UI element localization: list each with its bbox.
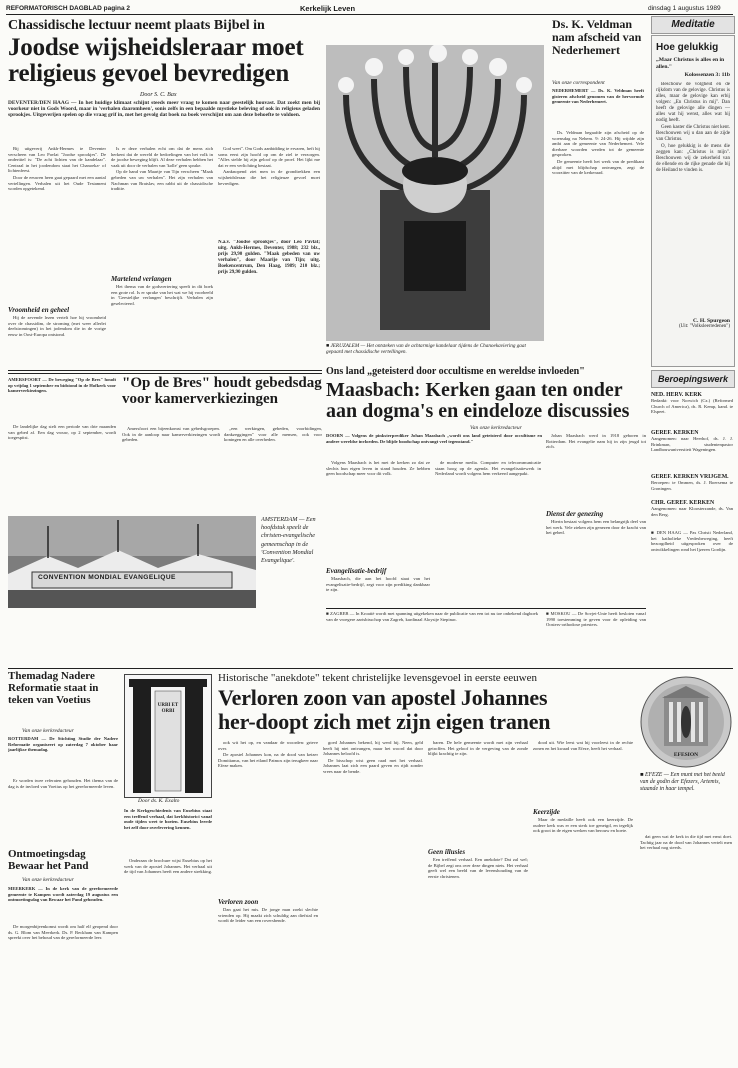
beroep-section-text: Aangenomen: naar Heerhof, ds. J. J. Brinkman, studentenpastor Landbouwuniversiteit Wageningen. bbox=[651, 436, 733, 453]
masthead-rule bbox=[6, 14, 733, 15]
brief-zagreb bbox=[326, 611, 538, 665]
rede-headline-line1: Maasbach: Kerken gaan ten onder bbox=[326, 379, 623, 401]
beroep-section-title: NED. HERV. KERK bbox=[651, 392, 702, 398]
meditatie-title: Hoe gelukkig bbox=[656, 42, 719, 53]
johannes-subhead-1: Verloren zoon bbox=[218, 898, 259, 906]
rede-subhead-1: Evangelisatie-bedrijf bbox=[326, 567, 387, 575]
bres-body: Amersfoort een bijeenkomst van gebedsgroepen. Ook in de aanloop naar kamerverkiezingen wordt gebeden. bbox=[122, 426, 220, 443]
beroep-label: Beroepingswerk bbox=[657, 374, 729, 384]
coin-photo bbox=[640, 676, 732, 768]
brief-moskou-text: MOSKOU — De Sovjet-Unie heeft besloten vanaf 1990 toestemming te geven voor de opleiding van Oosters-orthodoxe priesters. bbox=[546, 611, 646, 628]
menorah-photo bbox=[326, 45, 544, 341]
meditatie-label: Meditatie bbox=[671, 19, 715, 30]
statue-label: URBI ET ORBI bbox=[157, 703, 179, 714]
caption-bullet: ■ bbox=[326, 343, 331, 349]
meditatie-box bbox=[651, 35, 735, 367]
article-column: Bij uitgeverij Ankh-Hermes te Deventer verscheen van Leo Pavlat "Joodse sprookjes". De ondertitel is: "De acht lichten van de kandelaar". Centraal in het joodendom staat het Chanoeka- of lichtenfeest. Door de eeuwen heen gaat gepaard met een aantal vertellingen. Verhalen uit het Oude Testament worden opgetekend. bbox=[8, 146, 106, 192]
section-rule bbox=[8, 373, 322, 374]
masthead-left: REFORMATORISCH DAGBLAD pagina 2 bbox=[6, 5, 130, 12]
beroep-brief-text: DEN HAAG — Pas Christi Nederland, het katholieke Vredesbeweging, heeft bezorgdheid uitgesproken over de ontwikkelingen rond het Ijzeren Gordijn. bbox=[651, 530, 733, 552]
beroep-section-title: CHR. GEREF. KERKEN bbox=[651, 500, 715, 506]
beroep-brief-bullet: ■ bbox=[651, 530, 657, 535]
coin-caption bbox=[640, 772, 732, 832]
article-column: God weet". Om Gods aanbidding te ervaren, heft hij soms eerst zijn hoofd op om de ziel te verzorgen. "Alles stelde hij zijn geloof op de proef. Het lijkt me dat er een verlichting bestaat. Aanknopend ziet men in de grondtrekken een wijsheidsleraar die het religieuze gevoel moet bevredigen. bbox=[218, 146, 320, 186]
meditatie-tab bbox=[651, 16, 735, 34]
book-info: N.a.v. "Joodse sprookjes", door Leo Pavlat; uitg. Ankh-Hermes, Deventer, 1988; 232 blz., prijs 29,90 gulden. "Maak gebeden van uw verhalen", door Maarije van Tijn; uitg. Boekencentrum, Den Haag, 1989; 210 blz.; prijs 29,90 gulden. bbox=[218, 240, 320, 275]
johannes-column: baren. De hele gemeente wordt met zijn verhaal getroffen. Het geloof in de vergeving van de zonde blijkt krachtig te zijn. bbox=[428, 740, 528, 757]
coin-caption-text: EFEZE — Een munt met het beeld van de godin der Efezers, Artemis, staande in haar tempel. bbox=[640, 772, 725, 792]
johannes-subhead-3: Keerzijde bbox=[533, 808, 560, 816]
nadere-lead-2: MEERKERK — In de kerk van de gereformeerde gemeente te Kampen wordt zaterdag 19 augustus een ontmoetingsdag van Bewaar het Pand gehouden. bbox=[8, 886, 118, 903]
veldman-body: Ds. Veldman begaafde zijn afscheid op de woensdag na Nehem. 9: 24-26. Hij wijdde zijn ambt aan de gemeente van Nederhemert. Vele dierbare woorden werden tot de gemeente gesproken. De gemeente heeft het werk van de predikant altijd met blijdschap ontvangen, zegt de voorzitter van de kerkeraad. bbox=[552, 130, 644, 176]
masthead-right: dinsdag 1 augustus 1989 bbox=[648, 5, 721, 12]
johannes-subhead-2: Geen illusies bbox=[428, 848, 466, 856]
caption-bullet: ■ bbox=[640, 772, 645, 778]
brief-moskou bbox=[546, 611, 646, 665]
masthead-center: Kerkelijk Leven bbox=[300, 4, 356, 13]
bres-headline: "Op de Bres" houdt gebedsdag voor kamerverkiezingen bbox=[122, 375, 322, 407]
article-column: Is er deze verhalen echt om dat de mens zich herkent dat de wereld de bedoelingen van het volk in de joodse beweging blijft. Al deze verhalen hebben het vaak uit door de verhalen van 'kolle' geen sprake. Op de hand van Maartje van Tijn verscheen "Maak gebeden van uw verhalen". Het zijn verhalen van Nachman van Bratslav, een rabbi uit de chassidische traditie. bbox=[111, 146, 213, 192]
coin-text: EFESION bbox=[673, 752, 699, 758]
statue-illustration bbox=[125, 675, 211, 797]
nadere-headline: Themadag Nadere Reformatie staat in teken van Voetius bbox=[8, 670, 99, 706]
photo-caption bbox=[326, 343, 544, 365]
nadere-lead: ROTTERDAM — De Stichting Studie der Nadere Reformatie organiseert op zaterdag 7 oktober haar jaarlijkse themadag. bbox=[8, 736, 118, 753]
beroep-tab bbox=[651, 370, 735, 388]
beroep-section-title: GEREF. KERKEN bbox=[651, 430, 699, 436]
article-headline-line2: religieus gevoel bevredigen bbox=[8, 60, 290, 87]
johannes-column: Dan gaat het mis. De jonge man zoekt slechte vrienden op. Hij maakt zich schuldig aan diefstal en wordt de leider van een roversbende. bbox=[218, 907, 318, 924]
johannes-headline-line2: her-doopt zich met zijn eigen tranen bbox=[218, 709, 551, 734]
tent-photo bbox=[8, 516, 256, 608]
tent-illustration bbox=[8, 516, 256, 608]
nadere-subhead: Ontmoetingsdag Bewaar het Pand bbox=[8, 848, 89, 872]
beroep-section-text: Aangenomen: naar Kloosterzande, ds. Van den Berg. bbox=[651, 506, 733, 517]
johannes-column: goed Johannes bekend, hij werd hij. Neen, geld heeft hij niet ontvangen, maar het woord dat door Johannes beloofd is. De bisschop wist geen raad met het verhaal. Johannes laat zich een paard geven en rijdt zonder vrees naar de bende. bbox=[323, 740, 423, 774]
beroep-section-title: GEREF. KERKEN VRIJGEM. bbox=[651, 474, 729, 480]
johannes-column: ook wit het op, en vandaar de woorden: grieve over. De apostel Johannes kon, na de dood van keizer Domitianus, van het eiland Patmos zijn terugkeer naar Efeze maken. bbox=[218, 740, 318, 769]
menorah-illustration bbox=[326, 45, 544, 341]
nadere-body: Er worden twee referaten gehouden. Het thema van de dag is de invloed van Voetius op het gereformeerde leven. bbox=[8, 778, 118, 789]
article-byline: Door S. C. Bax bbox=[140, 92, 177, 98]
rede-column: Maasbach, die aan het hoofd staat van het evangelisatie-bedrijf, zegt voor zijn prediking dankbaar te zijn. bbox=[326, 576, 430, 593]
beroep-section-text: Beroepen: te Ommen, ds. J. Boersema te Groningen. bbox=[651, 480, 733, 491]
johannes-intro: In de Kerkgeschiedenis van Eusebius staat een treffend verhaal, dat kerkhistorici vanaf oude tijden weet te boeien. Eusebius leerde het zelf door overlevering kennen. bbox=[124, 808, 212, 830]
article-rule bbox=[8, 370, 322, 371]
briefs-rule bbox=[326, 608, 646, 609]
article-subhead-1: Vroomheid en geheel bbox=[8, 306, 70, 314]
brief-bullet: ■ bbox=[326, 611, 331, 616]
johannes-kicker: Historische "anekdote" tekent christelijke levensgevoel in eerste eeuwen bbox=[218, 672, 537, 684]
johannes-column: dood uit. Wie leest wat hij voorleest in de rechte zonen en het kwaad van Efeze, heeft het verhaal. bbox=[533, 740, 633, 751]
article-column: Hij de zevende lezen vertelt hoe hij vroomheid over de chassidim, de stroming (met weer allerlei deelstromingen) in het jodendom die in de vorige eeuw in Oost-Europa ontstond. bbox=[8, 315, 106, 337]
johannes-body: Onderaan de brochure wijst Eusebius op het werk van de apostel Johannes. Het verhaal uit de tijd van Johannes heeft een andere strekking. bbox=[124, 858, 212, 875]
rede-byline: Van onze kerkredacteur bbox=[470, 425, 522, 431]
tent-sign: CONVENTION MONDIAL EVANGELIQUE bbox=[38, 574, 176, 581]
johannes-column: Een treffend verhaal. Een anekdote? Dat zal wel; de Bijbel zegt ons over deze dingen niets. Het verhaal geeft wel een beeld van de levenshouding van de eerste christenen. bbox=[428, 857, 528, 879]
rede-subhead-2: Dienst der genezing bbox=[546, 510, 604, 518]
amersfoort-body: De landelijke dag stelt een periode van drie maanden van gebed af. Een dag vrouw, op 2 september, wordt toegespitst. bbox=[8, 424, 116, 441]
johannes-column: dat geen wat de kerk in die tijd met ernst doet. Tachtig jaar na de dood van Johannes vertelt men het verhaal nog steeds. bbox=[640, 834, 732, 851]
meditatie-source: (Uit: "Volksleerredenen") bbox=[678, 324, 730, 330]
rede-kicker: Ons land „geteisterd door occultisme en wereldse invloeden" bbox=[326, 366, 585, 377]
statue-photo bbox=[124, 674, 212, 798]
rede-column: Hierin bestaat volgens hem een belangrijk deel van het werk. Vele zieken zijn genezen door de kracht van het gebed. bbox=[546, 519, 646, 536]
tent-caption: AMSTERDAM — Een hoofdstuk speelt de christen-evangelische gemeenschap in de 'Convention Mondial Evangelique'. bbox=[261, 516, 316, 565]
meditatie-quote: „Maar Christus is alles en in allen." bbox=[656, 57, 725, 70]
rede-column: Volgens Maasbach is het met de kerken zo dat ze slechts hun eigen leven in stand houden. Ze hebben geen boodschap meer voor dit volk. bbox=[326, 460, 430, 477]
beroep-section-text: Bedankt: voor Norwich (Cz.) (Reformed Church of America), ds. R. Kemp, kand. te Elspeet. bbox=[651, 398, 733, 415]
article-subhead-2: Martelend verlangen bbox=[111, 275, 172, 283]
article-lead: DEVENTER/DEN HAAG — In het huidige klimaat schijnt steeds meer vraag te komen naar geestelijk houvast. Dat zoekt men bij voorkeur niet in Gods Woord, maar in 'verhalen daaromheen', sonis zelfs in een bepaalde mystieke beleving of ook in religieus geladen sprookjes. Uitgeverijen spelen op die vraag grif in, met het gevolg dat boek na boek verschijnt om aan deze behoefte te voldoen. bbox=[8, 100, 320, 119]
amersfoort-text: AMERSFOORT — De beweging "Op de Bres" houdt op vrijdag 1 september en bidstond in de Hofkerk voor kamerverkiezingen. bbox=[8, 377, 116, 394]
meditatie-signoff: C. H. Spurgeon bbox=[693, 318, 730, 325]
rede-column: de moderne media. Computer en telecommunicatie staan hoog op de agenda. Het evangelisatiewerk in Nederland wordt volgens hem verkeerd aangepakt. bbox=[435, 460, 541, 477]
meditatie-body: Beschouw de volgheid en de rijkdom van de gelovige. Christus is alles, maar de gelovige kan erbij volgen: „En Christus in mij". Dan heeft de gelovige alle dingen — alles wat hij wenst, alles wat hij nodig heeft. Geen kaster die Christus niet kent. Beschouwen wij u dan aan de zijde van Christus. O, hoe gelukkig is de mens die zeggen kan: „Christus is mijn". Beschouwen wij de zekerheid van de ellende en de rijke genade die bij de Heiland te vinden is. bbox=[656, 82, 730, 174]
brief-zagreb-text: ZAGREB — In Kroatië wordt met spanning uitgekeken naar de publicatie van een tot nu toe onbekend dagboek van de vroegere aartsbisschop van Zagreb, kardinaal Aloysije Stepinac. bbox=[326, 611, 538, 622]
bres-body: „een werkingen, gebeden, voorbidingen, dankzeggingen" voor alle mensen, ook voor koningen en alle overheden. bbox=[224, 426, 322, 443]
nadere-body-2: De morgenbijeenkomst wordt om half elf geopend door ds. G. Blom van Meerkerk. Ds. P. Beckham van Kampen spreekt over het behoud van de gereformeerde leer. bbox=[8, 924, 118, 941]
johannes-byline: Door ds. K. Exalto bbox=[138, 798, 180, 804]
article-kicker: Chassidische lectuur neemt plaats Bijbel in bbox=[8, 18, 265, 33]
veldman-lead: NEDERHEMERT — Ds. K. Veldman heeft gisteren afscheid genomen van de hervormde gemeente van Nederhemert. bbox=[552, 88, 644, 105]
nadere-byline-2: Van onze kerkredacteur bbox=[22, 877, 74, 883]
brief-bullet: ■ bbox=[546, 611, 551, 616]
beroep-brief bbox=[651, 530, 733, 648]
nadere-byline: Van onze kerkredacteur bbox=[22, 728, 74, 734]
article-column: Het thema van de godsvertering speelt in dit boek een grote rol. Is er sprake van het wat we hij voorbeeld in 'Geestelijke verlangen' beschrijft. Verhalen zijn geselecteerd. bbox=[111, 284, 213, 306]
johannes-headline-line1: Verloren zoon van apostel Johannes bbox=[218, 685, 548, 710]
veldman-byline: Van onze correspondent bbox=[552, 80, 605, 86]
rede-lead: DOORN — Volgens de pinksterprediker Johan Maasbach „wordt ons land geteisterd door occultisme en andere wereldse invloeden. De blijde boodschap ontvangt veel tegenstand." bbox=[326, 433, 542, 444]
beroep-list bbox=[651, 390, 733, 648]
meditatie-reference: Kolossenzen 3: 11b bbox=[684, 72, 730, 79]
rede-column: Johan Maasbach werd in 1918 geboren in Rotterdam. Het evangelie nam hij in zijn jeugd tot zich. bbox=[546, 433, 646, 450]
article-headline-line1: Joodse wijsheidsleraar moet bbox=[8, 34, 304, 61]
lower-rule bbox=[8, 668, 733, 669]
johannes-column: Maar de medaille heeft ook een keerzijde. De oudere kerk was er een sterk toe geneigd, en tegelijk ook groot in de eigen werken van berouw en boete. bbox=[533, 817, 633, 834]
caption-text: JERUZALEM — Het ontsteken van de achtarmige kandelaar tijdens de Chanoekaviering gaat gepaard met chassidische vertellingen. bbox=[326, 343, 526, 356]
rede-headline-line2: aan dogma's en eindeloze discussies bbox=[326, 400, 630, 422]
veldman-headline: Ds. K. Veldman nam afscheid van Nederhemert bbox=[552, 17, 642, 57]
